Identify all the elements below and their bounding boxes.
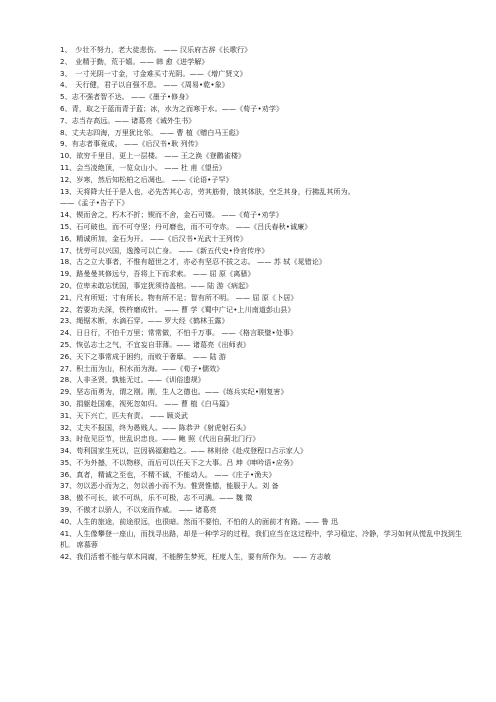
quote-line-17: 17、忧劳可以兴国，逸豫可以亡身。 ——《新五代史•伶官传序》 [60,245,269,255]
quote-line-26: 26、天下之事常成于困约，而败于奢靡。 —— 陆 游 [60,351,227,361]
quote-line-27: 27、积土而为山，积水而为海。——《荀子•儒效》 [60,363,224,373]
quote-line-8: 8、丈夫志四海，万里犹比邻。 —— 曹 植《赠白马王彪》 [60,127,243,137]
quote-line-12: 12、岁寒，然后知松柏之后凋也。 ——《论语•子罕》 [60,174,233,184]
quote-line-19: 19、路曼曼其修远兮，吾将上下而求索。 —— 屈 原《离骚》 [60,269,255,279]
quote-line-37: 37、勿以恶小而为之，勿以善小而不为。惟贤惟德，能服于人。刘 备 [60,481,279,491]
quote-line-30: 30、捐躯赴国难，视死忽如归。 —— 曹 植《白马篇》 [60,398,234,408]
quote-line-39: 39、不傲才以骄人，不以宠而作威。 —— 诸葛亮 [60,505,217,515]
quote-line-6: 6、青，取之于蓝而青于蓝；冰，水为之而寒于水。——《荀子•劝学》 [60,103,284,113]
quote-line-40: 40、人生的旅途，前途很远，也很暗。然而不要怕，不怕的人的面前才有路。—— 鲁 迅 [60,516,339,526]
quote-line-20: 20、位卑未敢忘忧国，事定犹须待盖棺。—— 陆 游《病起》 [60,280,253,290]
quote-line-5: 5、志不强者智不达。 ——《墨子•修身》 [60,92,193,102]
quote-line-18: 18、古之立大事者，不惟有超世之才，亦必有坚忍不拔之志。 —— 苏 轼《晁错论》 [60,257,327,267]
quote-line-22: 22、若要功夫深，铁杵磨成针。 —— 曹 学《蜀中广记•上川南道彭山县》 [60,304,295,314]
quote-line-16: 16、精诚所加，金石为开。 ——《后汉书•光武十王列传》 [60,233,248,243]
quote-line-35: 35、不为外撼，不以物移，而后可以任天下之大事。吕 坤《呻吟语•应务》 [60,457,298,467]
quote-line-33: 33、时危见臣节，世乱识忠良。—— 鲍 照《代出自蓟北门行》 [60,434,260,444]
quote-line-4: 4、 天行健，君子以自强不息。 ——《周易•乾•象》 [60,80,229,90]
quote-line-3: 3、 一寸光阴一寸金，寸金难买寸光阴。——《增广贤文》 [60,68,247,78]
quote-line-32: 32、丈夫不报国，终为愚贱人。—— 陈恭尹《射虎射石头》 [60,422,251,432]
quote-line-11: 11、会当凌绝顶，一览众山小。 —— 杜 甫《望岳》 [60,162,227,172]
quote-line-9: 9、有志者事竟成。 ——《后汉书•耿 列传》 [60,139,202,149]
quote-line-15: 15、石可破也，而不可夺坚；丹可磨也，而不可夺赤。 ——《吕氏春秋•诚廉》 [60,221,312,231]
quote-line-28: 28、人非圣贤，孰能无过。——《训俗遗规》 [60,375,205,385]
quote-line-23: 23、绳锯木断，水滴石穿。—— 罗大经《鹤林玉露》 [60,316,229,326]
quote-line-42: 42、我们活着不能与草木同腐，不能醉生梦死，枉度人生，要有所作为。 —— 方志敏 [60,552,331,562]
quote-line-14: 14、锲而舍之，朽木不折；锲而不舍，金石可镂。 ——《荀子•劝学》 [60,210,283,220]
quote-line-29: 29、坚志而勇为，谓之刚。刚，生人之德也。——《练兵实纪•刚复害》 [60,387,288,397]
quote-line-34: 34、苟利国家生死以，岂因祸福避趋之。—— 林则徐《赴戍登程口占示家人》 [60,446,308,456]
quote-line-10: 10、欲穷千里目，更上一层楼。 —— 王之涣《登鹳雀楼》 [60,151,246,161]
quote-line-13: 13、天将降大任于是人也，必先苦其心志，劳其筋骨，饿其体肤，空乏其身，行拂乱其所为。 [60,186,355,196]
quote-line-24: 24、日日行，不怕千万里；常常做，不怕千万事。 ——《格言联璧•处事》 [60,328,298,338]
quote-line-13-source: ——《孟子•告子下》 [60,198,129,208]
quote-line-1: 1、 少壮不努力，老大徒悲伤。 —— 汉乐府古辞《长歌行》 [60,45,252,54]
quote-line-41: 41、人生像攀登一座山，而找寻出路，却是一种学习的过程，我们应当在这过程中，学习稳定、冷静，学习如何从慌乱中找到生机。 席慕蓉 [60,528,463,550]
quote-line-7: 7、志当存高远。—— 诸葛亮《诫外生书》 [60,115,196,125]
quote-line-31: 31、天下兴亡，匹夫有责。 —— 顾炎武 [60,410,189,420]
quote-line-25: 25、恢弘志士之气，不宜妄自菲薄。—— 诸葛亮《出师表》 [60,339,251,349]
quote-line-21: 21、尺有所短；寸有所长。物有所不足；智有所不明。 —— 屈 原《卜居》 [60,292,298,302]
quote-line-38: 38、傲不可长，欲不可纵，乐不可极，志不可满。—— 魏 徵 [60,493,253,503]
quote-line-2: 2、 业精于勤，荒于嬉。—— 韩 愈《进学解》 [60,56,209,66]
quote-line-36: 36、真者，精诚之至也，不精不诚，不能动人。 ——《庄子•渔夫》 [60,469,276,479]
